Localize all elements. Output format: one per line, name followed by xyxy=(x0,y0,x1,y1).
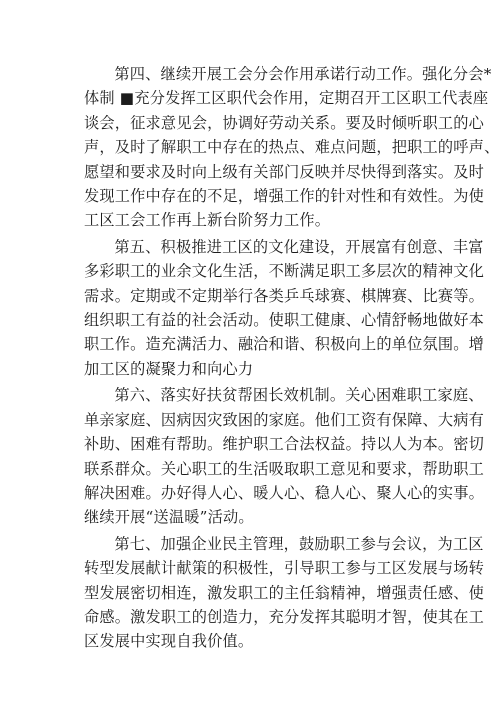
text-line: 愿望和要求及时向上级有关部门反映并尽快得到落实。及时 xyxy=(84,162,485,181)
paragraph-7 xyxy=(84,532,485,654)
text-line: 需求。定期或不定期举行各类乒乓球赛、棋牌赛、比赛等。 xyxy=(84,286,485,305)
text-line: 第五、积极推进工区的文化建设，开展富有创意、丰富 xyxy=(114,237,484,256)
text-line: 型发展密切相连，激发职工的主任翁精神，增强责任感、使 xyxy=(84,583,485,602)
text-line: 单亲家庭、因病因灾致困的家庭。他们工资有保障、大病有 xyxy=(84,410,485,429)
text-line: 第六、落实好扶贫帮困长效机制。关心困难职工家庭、 xyxy=(114,386,484,405)
text-line: 发现工作中存在的不足，增强工作的针对性和有效性。为使 xyxy=(84,187,485,206)
text-line: 补助、困难有帮助。维护职工合法权益。持以人为本。密切 xyxy=(84,435,485,454)
text-line: 第四、继续开展工会分会作用承诺行动工作。强化分会* xyxy=(114,65,492,83)
paragraph-5 xyxy=(84,235,485,381)
text-line: 联系群众。关心职工的生活吸取职工意见和要求，帮助职工 xyxy=(84,459,485,478)
text-line: 声，及时了解职工中存在的热点、难点问题，把职工的呼声、 xyxy=(84,138,500,157)
text-line: 转型发展献计献策的积极性，引导职工参与工区发展与场转 xyxy=(84,559,485,578)
text-line: 体制 ■充分发挥工区职代会作用，定期召开工区职工代表座 xyxy=(84,89,489,108)
text-line: 组织职工有益的社会活动。使职工健康、心情舒畅地做好本 xyxy=(84,311,485,330)
text-line: 多彩职工的业余文化生活，不断满足职工多层次的精神文化 xyxy=(84,262,485,281)
text-line: 继续开展“送温暖”活动。 xyxy=(84,508,254,527)
document-body xyxy=(84,62,500,656)
text-line: 第七、加强企业民主管理，鼓励职工参与会议，为工区 xyxy=(114,534,484,553)
paragraph-4 xyxy=(84,62,500,233)
text-line: 职工作。造充满活力、融洽和谐、积极向上的单位氛围。增 xyxy=(84,335,485,354)
text-line: 命感。激发职工的创造力，充分发挥其聪明才智，使其在工 xyxy=(84,607,485,626)
text-line: 谈会，征求意见会，协调好劳动关系。要及时倾听职工的心 xyxy=(84,113,485,132)
text-line: 区发展中实现自我价值。 xyxy=(84,632,254,651)
text-line: 解决困难。办好得人心、暖人心、稳人心、聚人心的实事。 xyxy=(84,483,485,502)
text-line: 工区工会工作再上新台阶努力工作。 xyxy=(84,211,331,230)
text-line: 加工区的凝聚力和向心力 xyxy=(84,359,254,378)
paragraph-6 xyxy=(84,383,485,529)
